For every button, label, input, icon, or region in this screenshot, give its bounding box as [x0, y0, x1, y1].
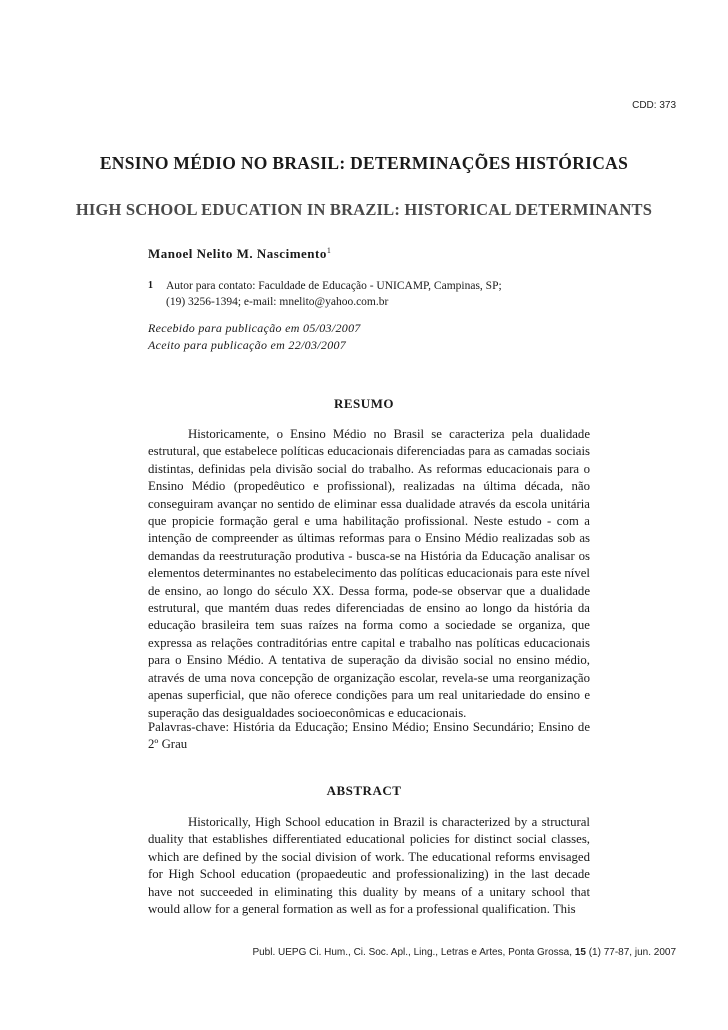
resumo-paragraph: Historicamente, o Ensino Médio no Brasil se caracteriza pela dualidade estrutural, que estabelece políticas educacionais diferenciadas para as camadas sociais distintas, definidas pela divisão social do trabalho. As reformas educacionais para o Ensino Médio (propedêutico e profissional), realizadas na última década, não conseguiram avançar no sentido de eliminar essa dualidade através da escola unitária que propicie formação geral e uma habilitação profissional. Neste estudo - com a intenção de compreender as últimas reformas para o Ensino Médio realizadas sob as demandas da reestruturação produtiva - busca-se na História da Educação analisar os elementos determinantes no estabelecimento das políticas educacionais para este nível de ensino, ao longo do século XX. Dessa forma, pode-se observar que a dualidade estrutural, que mantém duas redes diferenciadas de ensino ao longo da história da educação brasileira tem suas raízes na forma como a sociedade se organiza, que expressa as relações contraditórias entre capital e trabalho nas políticas educacionais para o Ensino Médio. A tentativa de superação da divisão social no ensino médio, através de uma nova concepção de organização escolar, revela-se uma reorganização apenas superficial, que não oferece condições para um real unitariedade do ensino e superação das desigualdades socioeconômicas e educacionais. — [148, 427, 590, 720]
title-english: HIGH SCHOOL EDUCATION IN BRAZIL: HISTORICAL DETERMINANTS — [75, 200, 653, 219]
cdd-code: CDD: 373 — [632, 100, 676, 111]
abstract-heading: ABSTRACT — [326, 783, 402, 798]
keywords: Palavras-chave: História da Educação; Ensino Médio; Ensino Secundário; Ensino de 2º Grau — [148, 720, 590, 752]
footer-issue-date: (1) 77-87, jun. 2007 — [588, 947, 676, 958]
abstract-body — [148, 814, 590, 918]
title-portuguese: ENSINO MÉDIO NO BRASIL: DETERMINAÇÕES HISTÓRICAS — [99, 153, 629, 173]
author-footnote — [148, 278, 568, 310]
footnote-line-affiliation: Autor para contato: Faculdade de Educação - UNICAMP, Campinas, SP; — [166, 280, 502, 292]
publication-dates — [148, 320, 361, 354]
journal-footer — [252, 947, 676, 958]
resumo-heading: RESUMO — [333, 396, 395, 411]
author-line — [148, 246, 331, 262]
footnote-marker: 1 — [148, 280, 153, 291]
accepted-date: Aceito para publicação em 22/03/2007 — [148, 338, 347, 352]
resumo-body — [148, 426, 590, 722]
received-date: Recebido para publicação em 05/03/2007 — [148, 321, 361, 335]
author-name: Manoel Nelito M. Nascimento — [148, 246, 327, 261]
author-footnote-marker: 1 — [326, 246, 332, 255]
footer-volume: 15 — [574, 947, 586, 958]
abstract-paragraph: Historically, High School education in Brazil is characterized by a structural duality that establishes differentiated educational policies for distinct social classes, which are defined by the social division of work. The educational reforms envisaged for High School education (propaedeutic and professionalizing) in the last decade have not succeeded in eliminating this duality by means of a unitary school that would allow for a general formation as well as for a professional qualification. This — [148, 815, 590, 917]
footer-citation: Publ. UEPG Ci. Hum., Ci. Soc. Apl., Ling., Letras e Artes, Ponta Grossa, — [252, 947, 573, 958]
footnote-line-contact: (19) 3256-1394; e-mail: mnelito@yahoo.com.br — [166, 296, 389, 308]
